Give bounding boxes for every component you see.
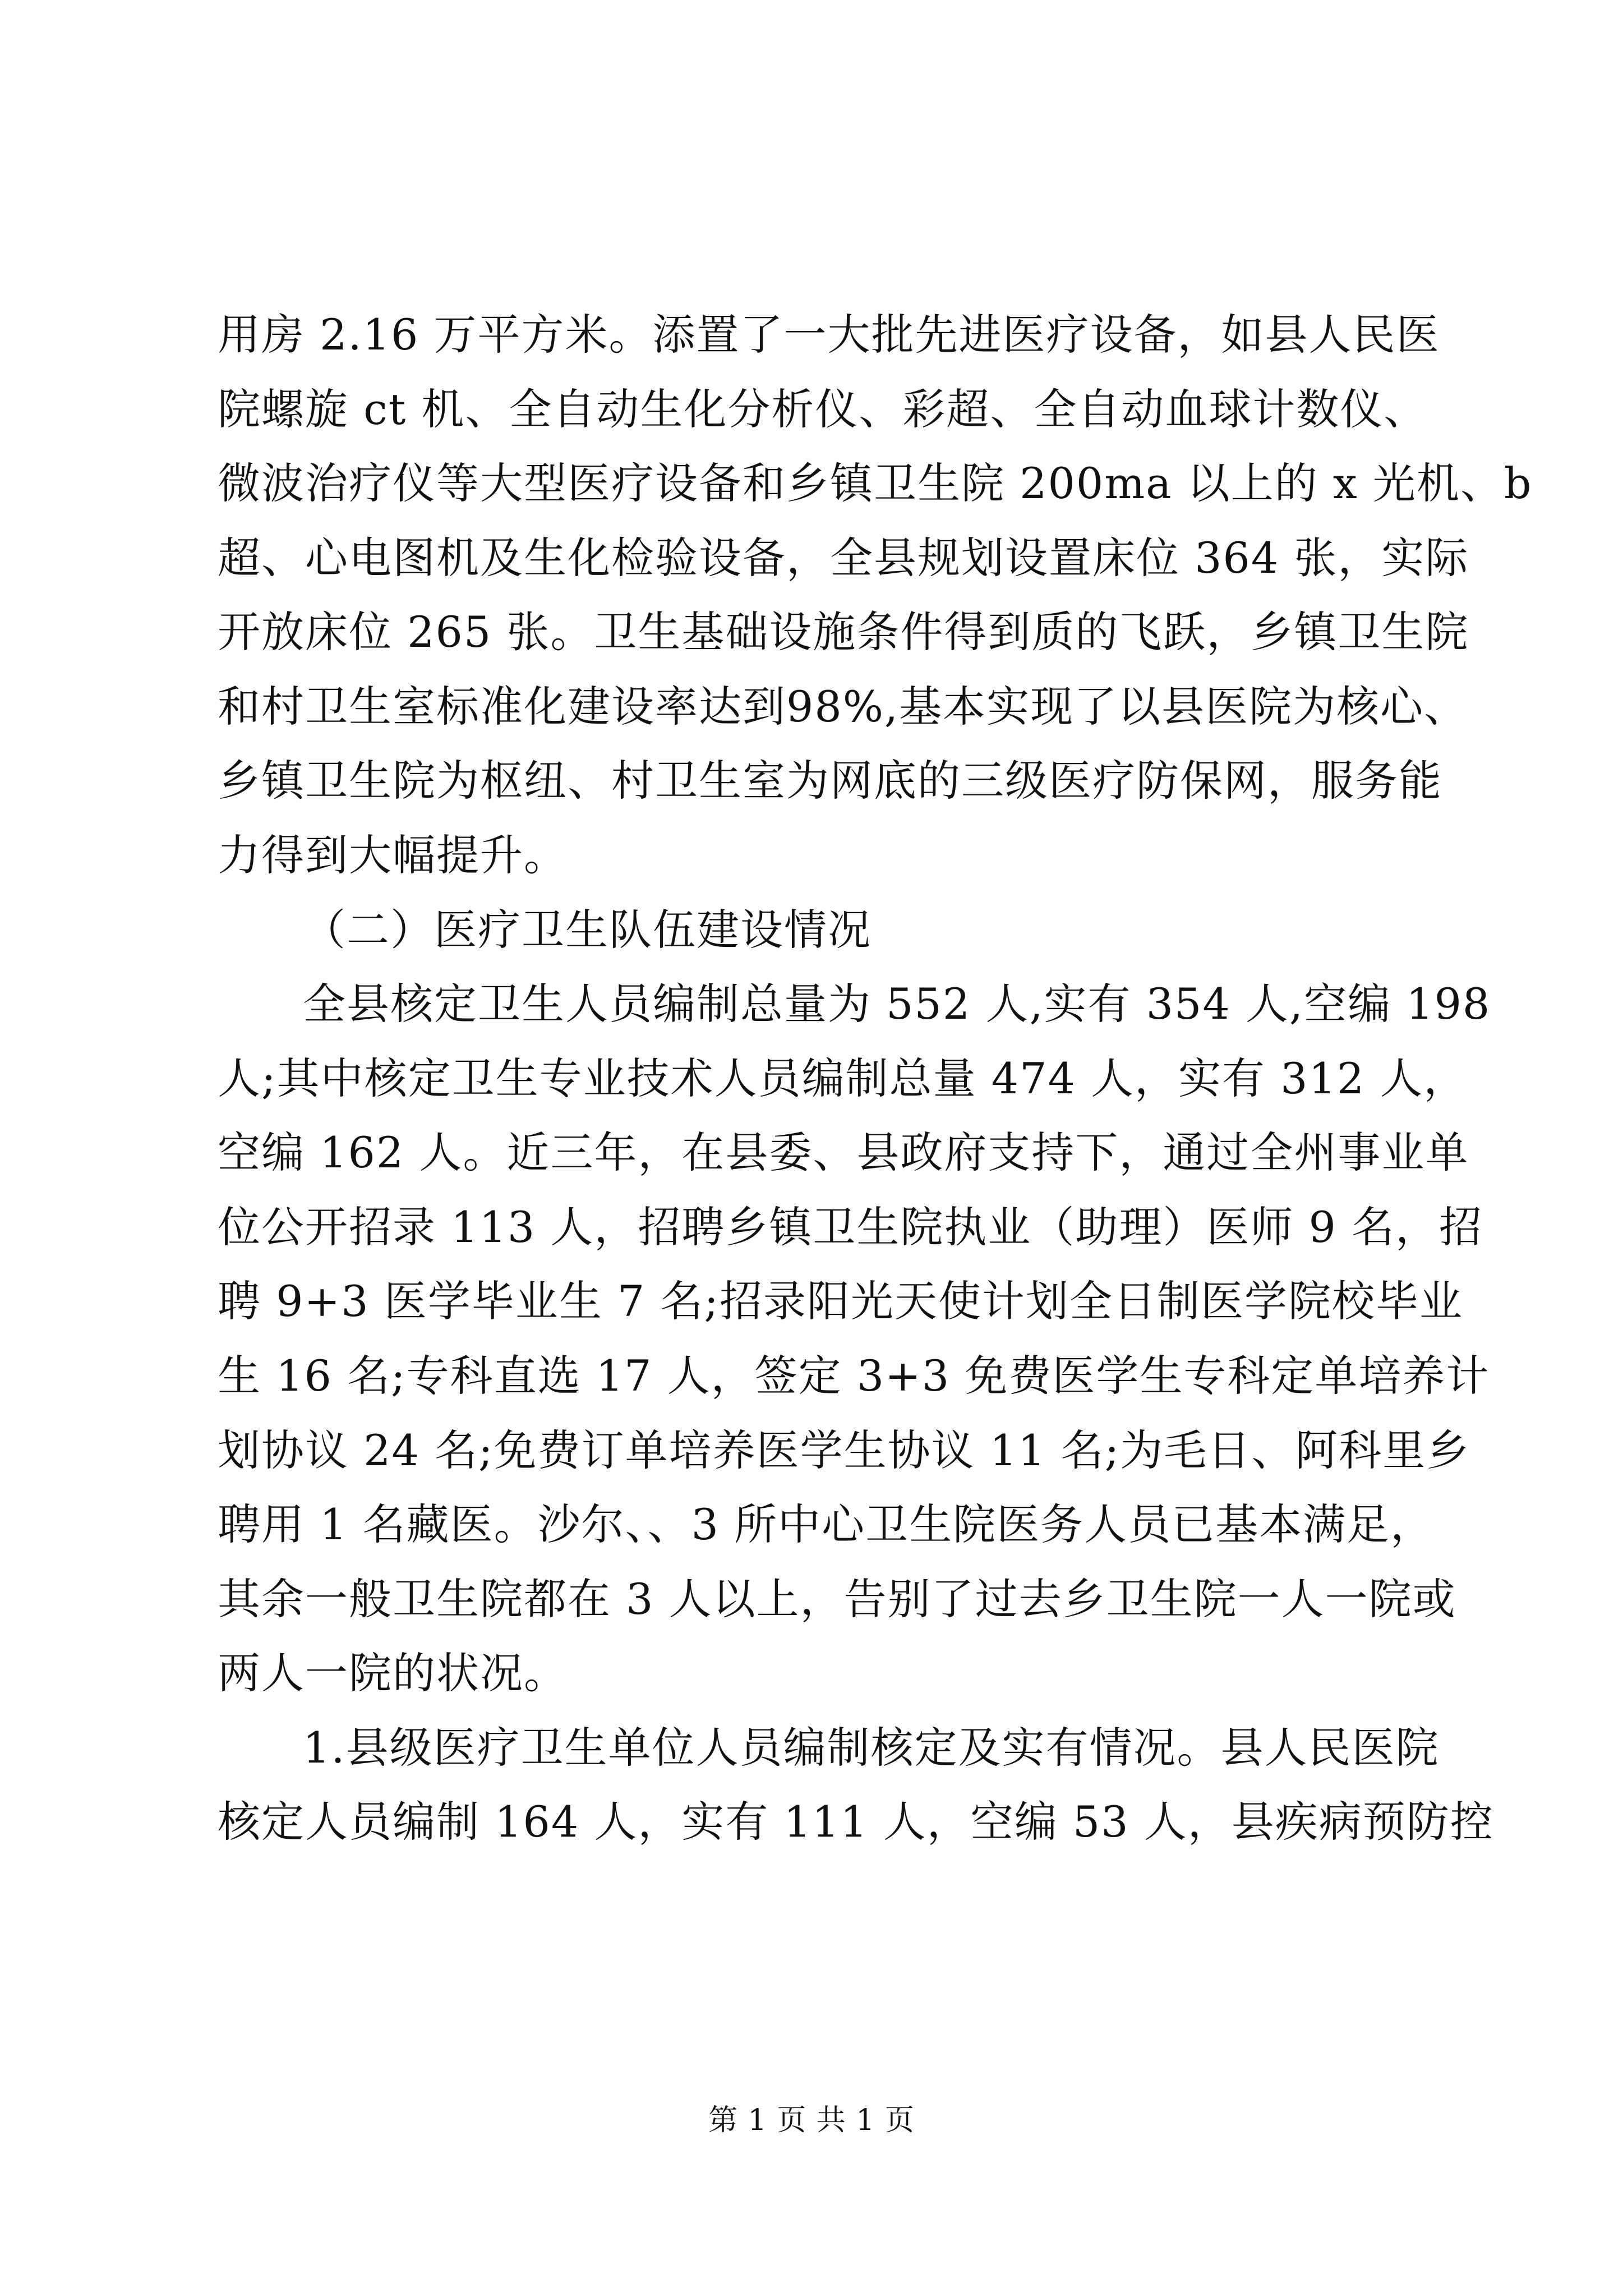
body-line-14: 聘 9+3 医学毕业生 7 名;招录阳光天使计划全日制医学院校毕业	[218, 1276, 1463, 1326]
body-line-11: 人;其中核定卫生专业技术人员编制总量 474 人，实有 312 人，	[218, 1053, 1468, 1103]
body-line-5: 开放床位 265 张。卫生基础设施条件得到质的飞跃，乡镇卫生院	[218, 607, 1469, 657]
body-line-16: 划协议 24 名;免费订单培养医学生协议 11 名;为毛日、阿科里乡	[218, 1425, 1470, 1475]
body-line-1: 用房 2.16 万平方米。添置了一大批先进医疗设备，如县人民医	[218, 310, 1440, 360]
body-line-3: 微波治疗仪等大型医疗设备和乡镇卫生院 200ma 以上的 x 光机、b	[218, 458, 1533, 508]
body-line-10: 全县核定卫生人员编制总量为 552 人,实有 354 人,空编 198	[303, 979, 1491, 1029]
body-line-18: 其余一般卫生院都在 3 人以上，告别了过去乡卫生院一人一院或	[218, 1574, 1456, 1624]
body-line-13: 位公开招录 113 人，招聘乡镇卫生院执业（助理）医师 9 名，招	[218, 1202, 1483, 1252]
body-line-2: 院螺旋 ct 机、全自动生化分析仪、彩超、全自动血球计数仪、	[218, 384, 1428, 434]
body-line-20: 1.县级医疗卫生单位人员编制核定及实有情况。县人民医院	[303, 1723, 1440, 1773]
body-line-12: 空编 162 人。近三年，在县委、县政府支持下，通过全州事业单	[218, 1128, 1469, 1177]
body-line-21: 核定人员编制 164 人，实有 111 人，空编 53 人，县疾病预防控	[218, 1797, 1494, 1847]
body-line-8: 力得到大幅提升。	[218, 830, 568, 880]
body-line-17: 聘用 1 名藏医。沙尔、、3 所中心卫生院医务人员已基本满足，	[218, 1499, 1435, 1549]
body-line-6: 和村卫生室标准化建设率达到98%,基本实现了以县医院为核心、	[218, 682, 1468, 731]
body-line-4: 超、心电图机及生化检验设备，全县规划设置床位 364 张，实际	[218, 533, 1469, 583]
section-heading: （二）医疗卫生队伍建设情况	[303, 905, 872, 955]
body-line-19: 两人一院的状况。	[218, 1648, 568, 1698]
body-line-15: 生 16 名;专科直选 17 人，签定 3+3 免费医学生专科定单培养计	[218, 1351, 1490, 1401]
page-number-footer: 第 1 页 共 1 页	[708, 2104, 915, 2137]
body-line-7: 乡镇卫生院为枢纽、村卫生室为网底的三级医疗防保网，服务能	[218, 756, 1442, 806]
